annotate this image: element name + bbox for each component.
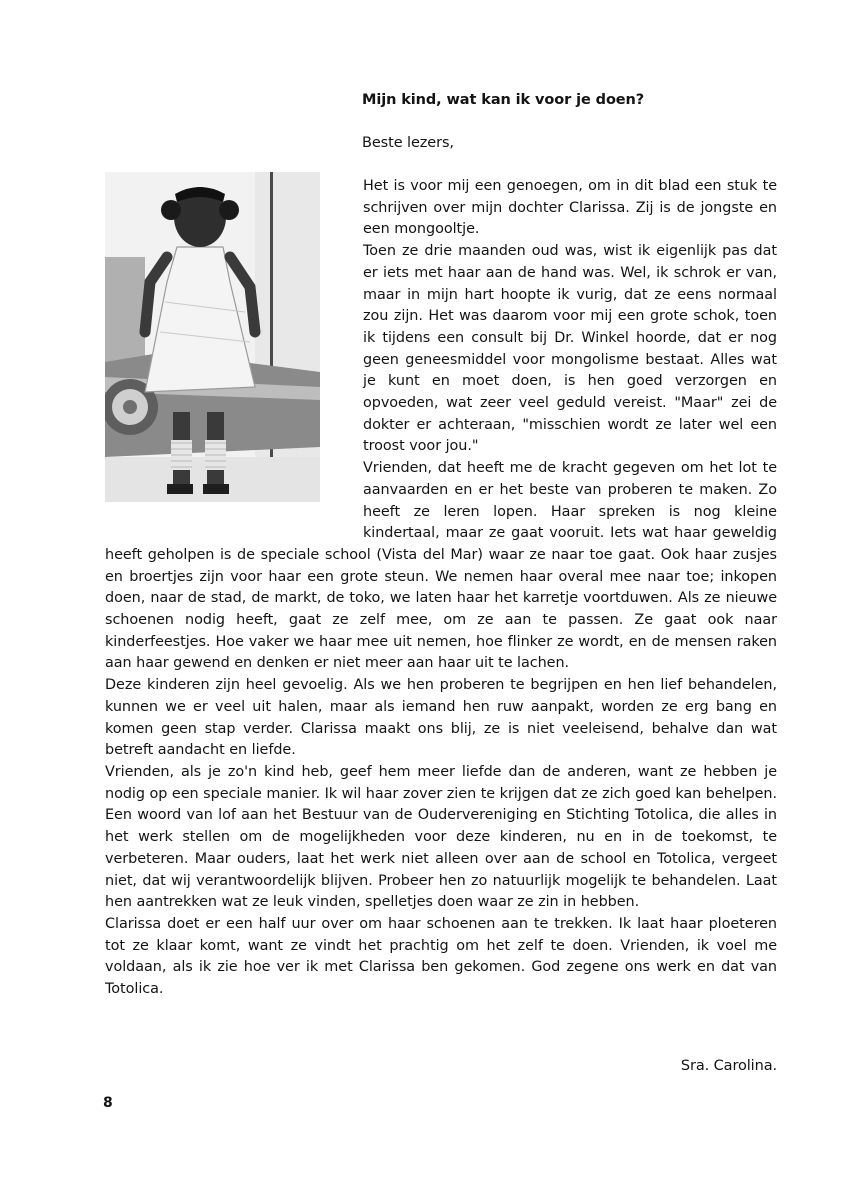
photo-girl (105, 172, 345, 532)
paragraph-4: Deze kinderen zijn heel gevoelig. Als we hen proberen te begrijpen en hen lief behandelen, kunnen we er veel uit halen, maar als iemand hen ruw aanpakt, worden ze erg bang en komen geen stap verder. Clarissa maakt ons blij, ze is niet veeleisend, behalve dan wat betreft aandacht en liefde. (105, 677, 777, 759)
page-number: 8 (103, 1095, 113, 1111)
paragraph-1: Het is voor mij een genoegen, om in dit blad een stuk te schrijven over mijn dochter Clarissa. Zij is de jongste en een mongooltje. (363, 178, 777, 238)
article-body (105, 176, 777, 1001)
article-title: Mijn kind, wat kan ik voor je doen? (362, 92, 645, 108)
paragraph-5: Vrienden, als je zo'n kind heb, geef hem meer liefde dan de anderen, want ze hebben je nodig op een speciale manier. Ik wil haar zover zien te krijgen dat ze zich goed kan behelpen. Een woord van lof aan het Bestuur van de Oudervereniging en Stichting Totolica, die alles in het werk stellen om de mogelijkheden voor deze kinderen, nu en in de toekomst, te verbeteren. Maar ouders, laat het werk niet alleen over aan de school en Totolica, vergeet niet, dat wij verantwoordelijk blijven. Probeer hen zo natuurlijk mogelijk te behandelen. Laat hen aantrekken wat ze leuk vinden, spelletjes doen waar ze zin in hebben. (105, 763, 777, 911)
paragraph-2: Toen ze drie maanden oud was, wist ik eigenlijk pas dat er iets met haar aan de hand was. Wel, ik schrok er van, maar in mijn hart hoopte ik vurig, dat ze eens normaal zou zijn. Het was daarom voor mij een grote schok, toen ik tijdens een consult bij Dr. Winkel hoorde, dat er nog geen geneesmiddel voor mongolisme bestaat. Alles wat je kunt en moet doen, is hen goed verzorgen en opvoeden, wat zeer veel geduld vereist. "Maar" zei de dokter er achteraan, "misschien wordt ze later wel een troost voor jou." (363, 243, 777, 455)
paragraph-6: Clarissa doet er een half uur over om haar schoenen aan te trekken. Ik laat haar ploeteren tot ze klaar komt, want ze vindt het prachtig om het zelf te doen. Vrienden, ik voel me voldaan, als ik zie hoe ver ik met Clarissa ben gekomen. God zegene ons werk en dat van Totolica. (105, 915, 777, 998)
article-greeting: Beste lezers, (362, 135, 454, 151)
paragraph-3: Vrienden, dat heeft me de kracht gegeven om het lot te aanvaarden en er het beste van proberen te maken. Zo heeft ze leren lopen. Haar spreken is nog kleine kindertaal, maar ze gaat vooruit. Iets wat haar geweldig heeft geholpen is de speciale school (Vista del Mar) waar ze naar toe gaat. Ook haar zusjes en broertjes zijn voor haar een grote steun. We nemen haar overal mee naar toe; inkopen doen, naar de stad, de markt, de toko, we laten haar het karretje voortduwen. Als ze nieuwe schoenen nodig heeft, gaat ze zelf mee, om ze aan te passen. Ze gaat ook naar kinderfeestjes. Hoe vaker we haar mee uit nemen, hoe flinker ze wordt, en de mensen raken aan haar gewend en denken er niet meer aan haar uit te lachen. (105, 460, 777, 672)
signature: Sra. Carolina. (680, 1058, 777, 1074)
